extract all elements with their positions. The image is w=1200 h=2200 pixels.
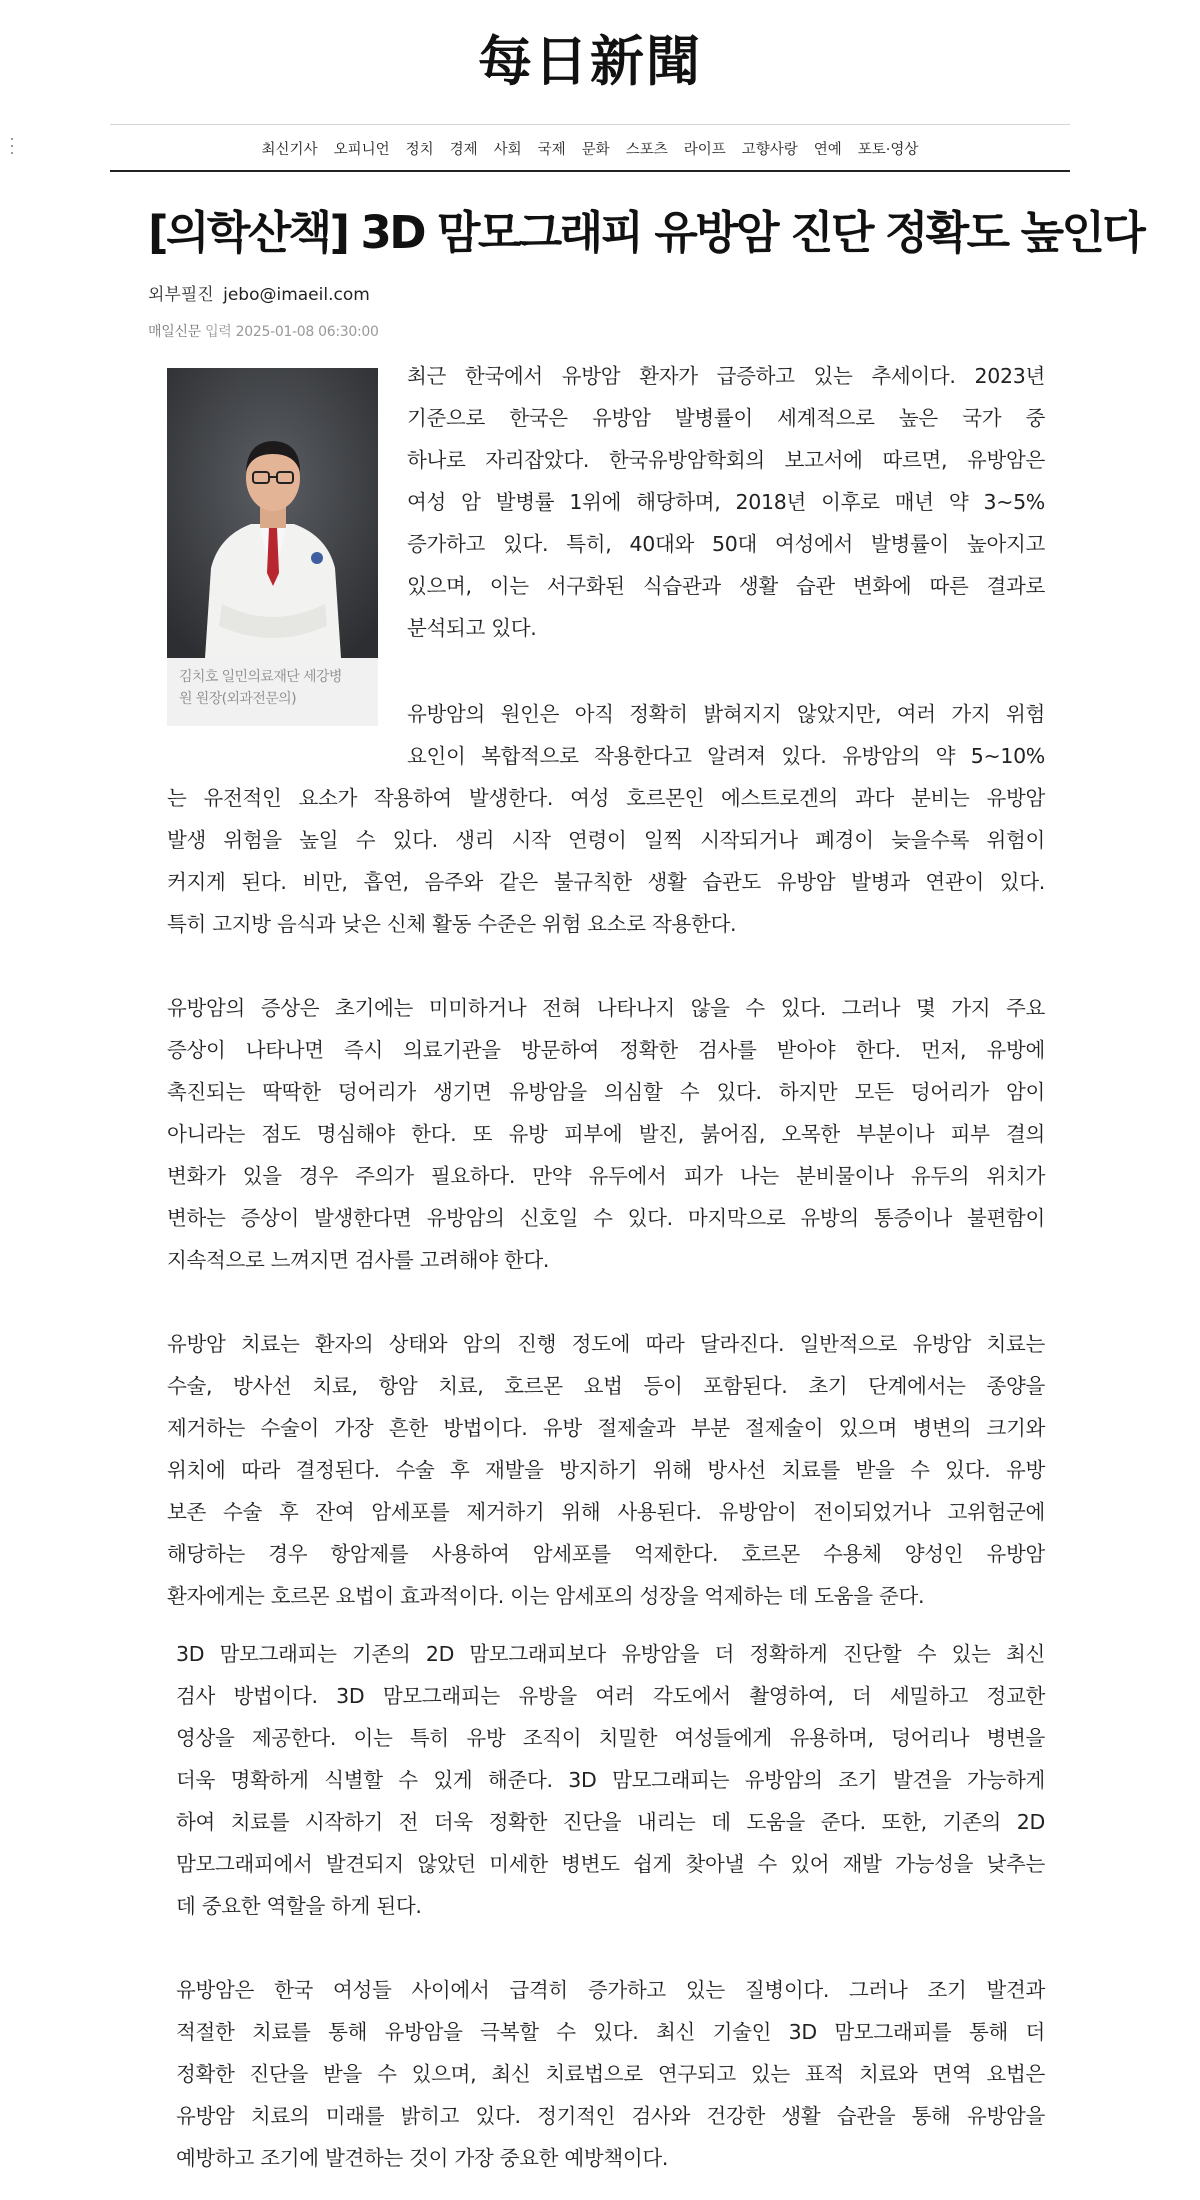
publish-date: 입력 2025-01-08 06:30:00 — [205, 324, 379, 340]
nav-top-divider — [110, 124, 1070, 125]
paragraph-line: 증가하고 있다. 특히, 40대와 50대 여성에서 발병률이 높아지고 — [407, 532, 1045, 556]
paragraph-line: 3D 맘모그래피는 기존의 2D 맘모그래피보다 유방암을 더 정확하게 진단할 수 있는 최신 — [176, 1642, 1045, 1666]
paragraph-line: 최근 한국에서 유방암 환자가 급증하고 있는 추세이다. 2023년 — [407, 364, 1045, 388]
byline-name: 외부필진 — [148, 285, 214, 305]
paragraph-line: 특히 고지방 음식과 낮은 신체 활동 수준은 위험 요소로 작용한다. — [167, 912, 737, 936]
nav-item-sports[interactable]: 스포츠 — [625, 141, 668, 158]
paragraph-line: 지속적으로 느껴지면 검사를 고려해야 한다. — [167, 1248, 550, 1272]
paragraph-line: 유방암의 증상은 초기에는 미미하거나 전혀 나타나지 않을 수 있다. 그러나 몇 가지 주요 — [167, 996, 1045, 1020]
paragraph-line: 있으며, 이는 서구화된 식습관과 생활 습관 변화에 따른 결과로 — [407, 574, 1045, 598]
dateline — [148, 322, 379, 342]
author-photo — [167, 368, 378, 658]
paragraph-line: 아니라는 점도 명심해야 한다. 또 유방 피부에 발진, 붉어짐, 오목한 부분이나 피부 결의 — [167, 1122, 1045, 1146]
paragraph-line: 검사 방법이다. 3D 맘모그래피는 유방을 여러 각도에서 촬영하여, 더 세밀하고 정교한 — [176, 1684, 1045, 1708]
paragraph-line: 분석되고 있다. — [407, 616, 537, 640]
edge-dots — [10, 138, 14, 159]
article-paragraph-2 — [167, 693, 1045, 945]
paragraph-line: 적절한 치료를 통해 유방암을 극복할 수 있다. 최신 기술인 3D 맘모그래피를 통해 더 — [176, 2020, 1045, 2044]
article-headline: [의학산책] 3D 맘모그래피 유방암 진단 정확도 높인다 — [148, 206, 1144, 259]
paragraph-line: 위치에 따라 결정된다. 수술 후 재발을 방지하기 위해 방사선 치료를 받을 수 있다. 유방 — [167, 1458, 1045, 1482]
paragraph-line: 보존 수술 후 잔여 암세포를 제거하기 위해 사용된다. 유방암이 전이되었거나 고위험군에 — [167, 1500, 1045, 1524]
paragraph-line: 정확한 진단을 받을 수 있으며, 최신 치료법으로 연구되고 있는 표적 치료와 면역 요법은 — [176, 2062, 1045, 2086]
article-paragraph-3 — [167, 987, 1045, 1281]
paragraph-line: 유방암 치료의 미래를 밝히고 있다. 정기적인 검사와 건강한 생활 습관을 통해 유방암을 — [176, 2104, 1045, 2128]
paragraph-line: 여성 암 발병률 1위에 해당하며, 2018년 이후로 매년 약 3~5% — [407, 490, 1045, 514]
paragraph-line: 유방암은 한국 여성들 사이에서 급격히 증가하고 있는 질병이다. 그러나 조기 발견과 — [176, 1978, 1045, 2002]
article-paragraph-6 — [176, 1969, 1045, 2179]
paragraph-line: 변하는 증상이 발생한다면 유방암의 신호일 수 있다. 마지막으로 유방의 통증이나 불편함이 — [167, 1206, 1045, 1230]
article-paragraph-4 — [167, 1323, 1045, 1617]
paragraph-line: 더욱 명확하게 식별할 수 있게 해준다. 3D 맘모그래피는 유방암의 조기 발견을 가능하게 — [176, 1768, 1045, 1792]
article-paragraph-1 — [407, 355, 1045, 649]
nav-item-hometown[interactable]: 고향사랑 — [741, 141, 798, 158]
masthead — [110, 0, 1070, 122]
article-paragraph-5 — [176, 1633, 1045, 1927]
photo-caption-line-2: 원 원장(외과전문의) — [179, 691, 296, 707]
paragraph-line: 데 중요한 역할을 하게 된다. — [176, 1894, 422, 1918]
paragraph-line: 환자에게는 호르몬 요법이 효과적이다. 이는 암세포의 성장을 억제하는 데 도움을 준다. — [167, 1584, 925, 1608]
paragraph-line: 변화가 있을 경우 주의가 필요하다. 만약 유두에서 피가 나는 분비물이나 유두의 위치가 — [167, 1164, 1045, 1188]
photo-caption-line-1: 김치호 일민의료재단 세강병 — [179, 669, 342, 685]
paragraph-line: 촉진되는 딱딱한 덩어리가 생기면 유방암을 의심할 수 있다. 하지만 모든 덩어리가 암이 — [167, 1080, 1045, 1104]
paragraph-line: 예방하고 조기에 발견하는 것이 가장 중요한 예방책이다. — [176, 2146, 669, 2170]
nav-item-photo-video[interactable]: 포토·영상 — [857, 141, 919, 158]
paragraph-line: 하나로 자리잡았다. 한국유방암학회의 보고서에 따르면, 유방암은 — [407, 448, 1045, 472]
nav-item-latest[interactable]: 최신기사 — [261, 141, 318, 158]
nav-item-economy[interactable]: 경제 — [449, 141, 478, 158]
paragraph-line: 하여 치료를 시작하기 전 더욱 정확한 진단을 내리는 데 도움을 준다. 또한, 기존의 2D — [176, 1810, 1045, 1834]
nav-item-society[interactable]: 사회 — [493, 141, 522, 158]
paragraph-line: 제거하는 수술이 가장 흔한 방법이다. 유방 절제술과 부분 절제술이 있으며 병변의 크기와 — [167, 1416, 1045, 1440]
paragraph-line: 발생 위험을 높일 수 있다. 생리 시작 연령이 일찍 시작되거나 폐경이 늦을수록 위험이 — [167, 828, 1045, 852]
publisher-name: 매일신문 — [148, 324, 201, 340]
paragraph-line: 요인이 복합적으로 작용한다고 알려져 있다. 유방암의 약 5~10% — [407, 744, 1045, 768]
paragraph-line: 유방암 치료는 환자의 상태와 암의 진행 정도에 따라 달라진다. 일반적으로 유방암 치료는 — [167, 1332, 1045, 1356]
author-photo-figure — [167, 368, 378, 726]
byline — [148, 283, 370, 307]
paragraph-line: 맘모그래피에서 발견되지 않았던 미세한 병변도 쉽게 찾아낼 수 있어 재발 가능성을 낮추는 — [176, 1852, 1045, 1876]
paragraph-line: 기준으로 한국은 유방암 발병률이 세계적으로 높은 국가 중 — [407, 406, 1045, 430]
nav-item-politics[interactable]: 정치 — [405, 141, 434, 158]
nav-item-life[interactable]: 라이프 — [683, 141, 726, 158]
nav-item-opinion[interactable]: 오피니언 — [333, 141, 390, 158]
nav-bottom-divider — [110, 170, 1070, 172]
nav-item-culture[interactable]: 문화 — [581, 141, 610, 158]
paragraph-line: 해당하는 경우 항암제를 사용하여 암세포를 억제한다. 호르몬 수용체 양성인 유방암 — [167, 1542, 1045, 1566]
paragraph-line: 유방암의 원인은 아직 정확히 밝혀지지 않았지만, 여러 가지 위험 — [407, 702, 1045, 726]
nav-item-international[interactable]: 국제 — [537, 141, 566, 158]
nav-item-entertainment[interactable]: 연예 — [813, 141, 842, 158]
paragraph-line: 수술, 방사선 치료, 항암 치료, 호르몬 요법 등이 포함된다. 초기 단계에서는 종양을 — [167, 1374, 1045, 1398]
paragraph-line: 영상을 제공한다. 이는 특히 유방 조직이 치밀한 여성들에게 유용하며, 덩어리나 병변을 — [176, 1726, 1045, 1750]
paragraph-line: 커지게 된다. 비만, 흡연, 음주와 같은 불규칙한 생활 습관도 유방암 발병과 연관이 있다. — [167, 870, 1046, 894]
newspaper-logo[interactable]: 每日新聞 — [478, 29, 702, 93]
byline-email[interactable]: jebo@imaeil.com — [223, 285, 370, 305]
paragraph-line: 는 유전적인 요소가 작용하여 발생한다. 여성 호르몬인 에스트로겐의 과다 분비는 유방암 — [167, 786, 1045, 810]
main-nav — [110, 126, 1070, 170]
paragraph-line: 증상이 나타나면 즉시 의료기관을 방문하여 정확한 검사를 받아야 한다. 먼저, 유방에 — [167, 1038, 1045, 1062]
